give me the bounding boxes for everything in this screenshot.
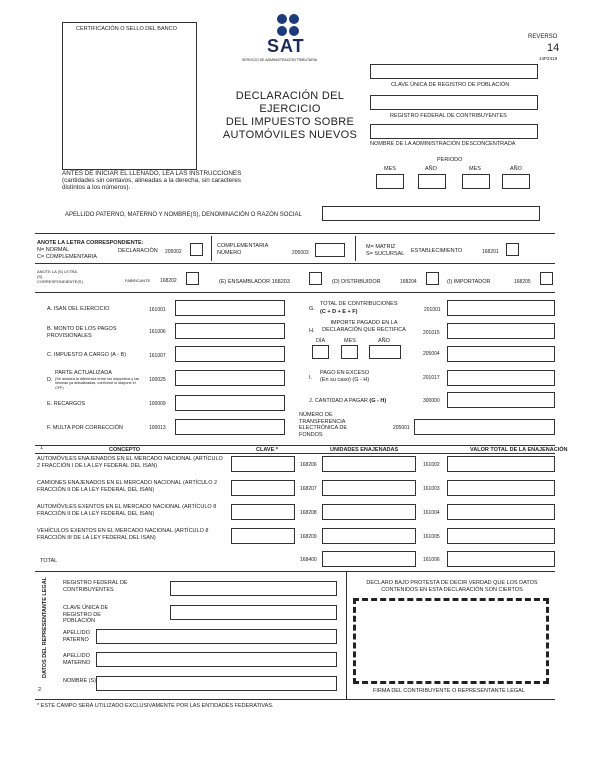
code: 161005 (423, 534, 440, 540)
bank-stamp-label: CERTIFICACIÓN O SELLO DEL BANCO (76, 26, 177, 32)
declaration-text: DECLARO BAJO PROTESTA DE DECIR VERDAD QUE LOS DATOS CONTENIDOS EN ESTA DECLARACIÓN SON CIERTOS (366, 580, 538, 593)
divider (35, 453, 555, 454)
total-contribuciones-input[interactable] (447, 300, 555, 316)
form-title-line: DECLARACIÓN DEL EJERCICIO (235, 90, 345, 115)
declaracion-input[interactable] (190, 243, 203, 256)
rectifica-ano-input[interactable] (369, 345, 401, 359)
row-h-date-label: AÑO (378, 338, 390, 344)
name-input[interactable] (322, 206, 540, 221)
code: 161003 (423, 486, 440, 492)
table-total-label: TOTAL (40, 558, 58, 564)
decl-numero: NÚMERO (217, 250, 242, 256)
row-h-letter: H. (309, 328, 315, 334)
row-g-label: TOTAL DE CONTRIBUCIONES (320, 301, 398, 307)
unidades-input[interactable] (322, 480, 416, 496)
parte-actualizada-input[interactable] (175, 370, 285, 386)
decl-s: S= SUCURSAL (366, 251, 405, 257)
table-row-concept: AUTOMÓVILES EXENTOS EN EL MERCADO NACIONAL (ARTÍCULO 8 FRACCIÓN II DE LA LEY FEDERAL DEL ISAN) (37, 504, 217, 517)
code: 201017 (423, 375, 440, 381)
clave-input[interactable] (231, 456, 295, 472)
recargos-input[interactable] (175, 395, 285, 411)
transfer-label: NÚMERO DE TRANSFERENCIA ELECTRÓNICA DE FONDOS (299, 412, 347, 438)
divider (35, 233, 555, 234)
code: 161006 (149, 329, 166, 335)
tipo-fabricante: FABRICANTE (125, 278, 151, 283)
decl-heading: ANOTE LA LETRA CORRESPONDIENTE: (37, 240, 144, 246)
row-d-letter: D. (47, 377, 53, 383)
logo-dot-icon (289, 26, 299, 36)
clave-input[interactable] (231, 480, 295, 496)
divider (35, 263, 555, 264)
decl-m: M= MATRIZ (366, 244, 396, 250)
code: 201001 (424, 307, 441, 313)
rep-nombre-input[interactable] (96, 676, 337, 691)
rfc-input[interactable] (370, 95, 538, 110)
rectifica-fecha-input[interactable] (447, 346, 555, 362)
rep-curp-input[interactable] (170, 605, 337, 620)
reverso-code: 14PZ419 (539, 56, 558, 61)
code: 100009 (149, 401, 166, 407)
logo-dot-icon (277, 26, 287, 36)
clave-input[interactable] (231, 504, 295, 520)
rectifica-mes-input[interactable] (341, 345, 358, 359)
code: 205003 (292, 250, 309, 256)
periodo-col-label: AÑO (510, 166, 522, 172)
divider (211, 236, 212, 261)
decl-establecimiento: ESTABLECIMIENTO (411, 248, 463, 254)
curp-input[interactable] (370, 64, 538, 79)
periodo-col-label: MES (384, 166, 396, 172)
form-title-line: DEL IMPUESTO SOBRE (225, 116, 355, 128)
rectifica-dia-input[interactable] (312, 345, 329, 359)
row-i-letter: I. (309, 375, 313, 381)
code: 205004 (423, 351, 440, 357)
row-i-formula: (En su caso) (G - H) (320, 377, 370, 383)
fabricante-input[interactable] (186, 272, 199, 285)
unidades-input[interactable] (322, 528, 416, 544)
bank-stamp-box (62, 22, 197, 170)
code: 168207 (300, 486, 317, 492)
rep-materno-label: APELLIDO MATERNO (63, 653, 91, 666)
divider (35, 699, 555, 700)
code: 168209 (300, 534, 317, 540)
code: 168208 (300, 510, 317, 516)
reverso-label: REVERSO (528, 34, 558, 40)
isan-input[interactable] (175, 300, 285, 316)
table-row-concept: VEHÍCULOS EXENTOS EN EL MERCADO NACIONAL (ARTÍCULO 8 FRACCIÓN III DE LA LEY FEDERAL DEL ISAN) (37, 528, 209, 541)
rep-nombre-label: NOMBRE (S) (63, 678, 96, 684)
tipo-distribuidor: (D) DISTRIBUIDOR (332, 279, 381, 285)
code: 201015 (423, 330, 440, 336)
total-unidades-input[interactable] (322, 551, 416, 567)
divider (35, 571, 555, 572)
rep-section-number: 2 (38, 687, 42, 693)
row-e-label: E. RECARGOS (47, 401, 86, 407)
valor-input[interactable] (447, 504, 555, 520)
table-header-concepto: CONCEPTO (109, 447, 141, 453)
signature-label: FIRMA DEL CONTRIBUYENTE O REPRESENTANTE LEGAL (373, 688, 525, 694)
impuesto-cargo-input[interactable] (175, 346, 285, 362)
table-header-unidades: UNIDADES ENAJENADAS (330, 447, 399, 453)
form-title (210, 90, 370, 142)
periodo-mes-start-input[interactable] (376, 174, 404, 189)
divider (35, 292, 555, 293)
row-d-sub: (Se anotara la diferencia entre los impuestos y las mismas ya actualizadas, conforme lo dispone el CFF) (55, 377, 140, 390)
table-header-valor: VALOR TOTAL DE LA ENAJENACIÓN (470, 447, 568, 453)
signature-box[interactable] (353, 598, 549, 684)
code: 161006 (423, 557, 440, 563)
admin-input[interactable] (370, 124, 538, 139)
logo-dot-icon (277, 14, 287, 24)
multa-input[interactable] (175, 419, 285, 435)
row-a-label: A. ISAN DEL EJERCICIO (47, 306, 110, 312)
code: 168202 (160, 278, 177, 284)
establecimiento-input[interactable] (506, 243, 519, 256)
periodo-ano-end-input[interactable] (502, 174, 530, 189)
table-row-concept: AUTOMÓVILES ENAJENADOS EN EL MERCADO NACIONAL (ARTÍCULO 2 FRACCIÓN I DE LA LEY FEDERAL DEL ISAN) (37, 456, 223, 469)
valor-input[interactable] (447, 456, 555, 472)
importador-input[interactable] (540, 272, 553, 285)
table-row-concept: CAMIONES ENAJENADOS EN EL MERCADO NACIONAL (ARTÍCULO 2 FRACCIÓN II DE LA LEY FEDERAL DEL ISAN) (37, 480, 218, 493)
curp-label: CLAVE ÚNICA DE REGISTRO DE POBLACIÓN (391, 82, 510, 88)
periodo-mes-end-input[interactable] (462, 174, 490, 189)
unidades-input[interactable] (322, 456, 416, 472)
code: 168201 (482, 249, 499, 255)
logo-dot-icon (289, 14, 299, 24)
reverso-number: 14 (547, 42, 560, 54)
total-valor-input[interactable] (447, 551, 555, 567)
instructions-text: ANTES DE INICIAR EL LLENADO, LEA LAS INSTRUCCIONES (cantidades sin centavos, alineadas a la derecha, sin caracteres distintos a los números). (62, 170, 242, 192)
form-title-line: AUTOMÓVILES NUEVOS (222, 129, 358, 141)
code: 161001 (149, 307, 166, 313)
code: 168205 (514, 279, 531, 285)
row-j-label: J. CANTIDAD A PAGAR (G - H) (309, 398, 387, 404)
code: 300000 (423, 398, 440, 404)
rep-paterno-label: APELLIDO PATERNO (63, 630, 90, 643)
logo-text: SAT (267, 36, 305, 56)
tipo-ensamblador: (E) ENSAMBLADOR 168203 (219, 279, 290, 285)
admin-label: NOMBRE DE LA ADMINISTRACIÓN DESCONCENTRADA (370, 141, 516, 147)
decl-declaracion: DECLARACIÓN (118, 248, 158, 254)
divider (35, 445, 555, 446)
rep-side-label: DATOS DEL REPRESENTANTE LEGAL (42, 576, 48, 678)
distribuidor-input[interactable] (426, 272, 439, 285)
periodo-col-label: AÑO (425, 166, 437, 172)
name-label: APELLIDO PATERNO, MATERNO Y NOMBRE(S), DENOMINACIÓN O RAZÓN SOCIAL (65, 212, 302, 218)
row-g-formula: (C + D + E + F) (320, 309, 358, 315)
periodo-col-label: MES (469, 166, 481, 172)
code: 100013 (149, 425, 166, 431)
rep-paterno-input[interactable] (96, 629, 337, 644)
periodo-label: PERIODO (437, 157, 463, 163)
rfc-label: REGISTRO FEDERAL DE CONTRIBUYENTES (390, 113, 507, 119)
code: 100025 (149, 377, 166, 383)
table-section-number: 1 (40, 445, 44, 451)
code: 168204 (400, 279, 417, 285)
rep-rfc-input[interactable] (170, 581, 337, 596)
table-header-clave: CLAVE * (256, 447, 278, 453)
complementaria-input[interactable] (315, 243, 345, 257)
decl-n: N= NORMAL (37, 247, 70, 253)
code: 161004 (423, 510, 440, 516)
valor-input[interactable] (447, 480, 555, 496)
code: 168400 (300, 557, 317, 563)
rep-materno-input[interactable] (96, 652, 337, 667)
importe-pagado-input[interactable] (447, 323, 555, 339)
ensamblador-input[interactable] (309, 272, 322, 285)
tipo-importador: (I) IMPORTADOR (447, 279, 491, 285)
row-i-label: PAGO EN EXCESO (320, 370, 370, 376)
clave-input[interactable] (231, 528, 295, 544)
tipo-anote: ANOTE LA (S) LETRA (S) CORRESPONDIENTE(S) (37, 269, 83, 284)
logo-subtitle: SERVICIO DE ADMINISTRACIÓN TRIBUTARIA (242, 58, 318, 62)
row-d-label: PARTE ACTUALIZADA (55, 370, 112, 376)
rep-rfc-label: REGISTRO FEDERAL DE CONTRIBUYENTES (63, 580, 128, 593)
divider (355, 236, 356, 261)
code: 205001 (393, 425, 410, 431)
row-f-label: F. MULTA POR CORRECCIÓN (47, 425, 123, 431)
pagos-provisionales-input[interactable] (175, 323, 285, 339)
code: 161002 (423, 462, 440, 468)
sat-logo (242, 14, 330, 70)
row-c-label: C. IMPUESTO A CARGO (A - B) (47, 352, 127, 358)
valor-input[interactable] (447, 528, 555, 544)
row-g-letter: G. (309, 306, 315, 312)
transferencia-input[interactable] (414, 419, 555, 435)
code: 161007 (149, 353, 166, 359)
decl-c: C= COMPLEMENTARIA (37, 254, 97, 260)
rep-curp-label: CLAVE ÚNICA DE REGISTRO DE POBLACIÓN (63, 605, 109, 624)
decl-complementaria: COMPLEMENTARIA (217, 243, 269, 249)
code: 168206 (300, 462, 317, 468)
row-b-label: B. MONTO DE LOS PAGOS PROVISIONALES (47, 326, 117, 339)
periodo-ano-start-input[interactable] (418, 174, 446, 189)
footnote: * ESTE CAMPO SERÁ UTILIZADO EXCLUSIVAMENTE POR LAS ENTIDADES FEDERATIVAS. (37, 703, 274, 709)
divider (346, 571, 347, 699)
code: 205002 (165, 249, 182, 255)
row-h-date-label: DÍA (316, 338, 326, 344)
cantidad-pagar-input[interactable] (447, 392, 555, 408)
unidades-input[interactable] (322, 504, 416, 520)
row-h-date-label: MES (344, 338, 356, 344)
row-h-label: IMPORTE PAGADO EN LA DECLARACIÓN QUE RECTIFICA (322, 320, 406, 333)
pago-exceso-input[interactable] (447, 370, 555, 386)
